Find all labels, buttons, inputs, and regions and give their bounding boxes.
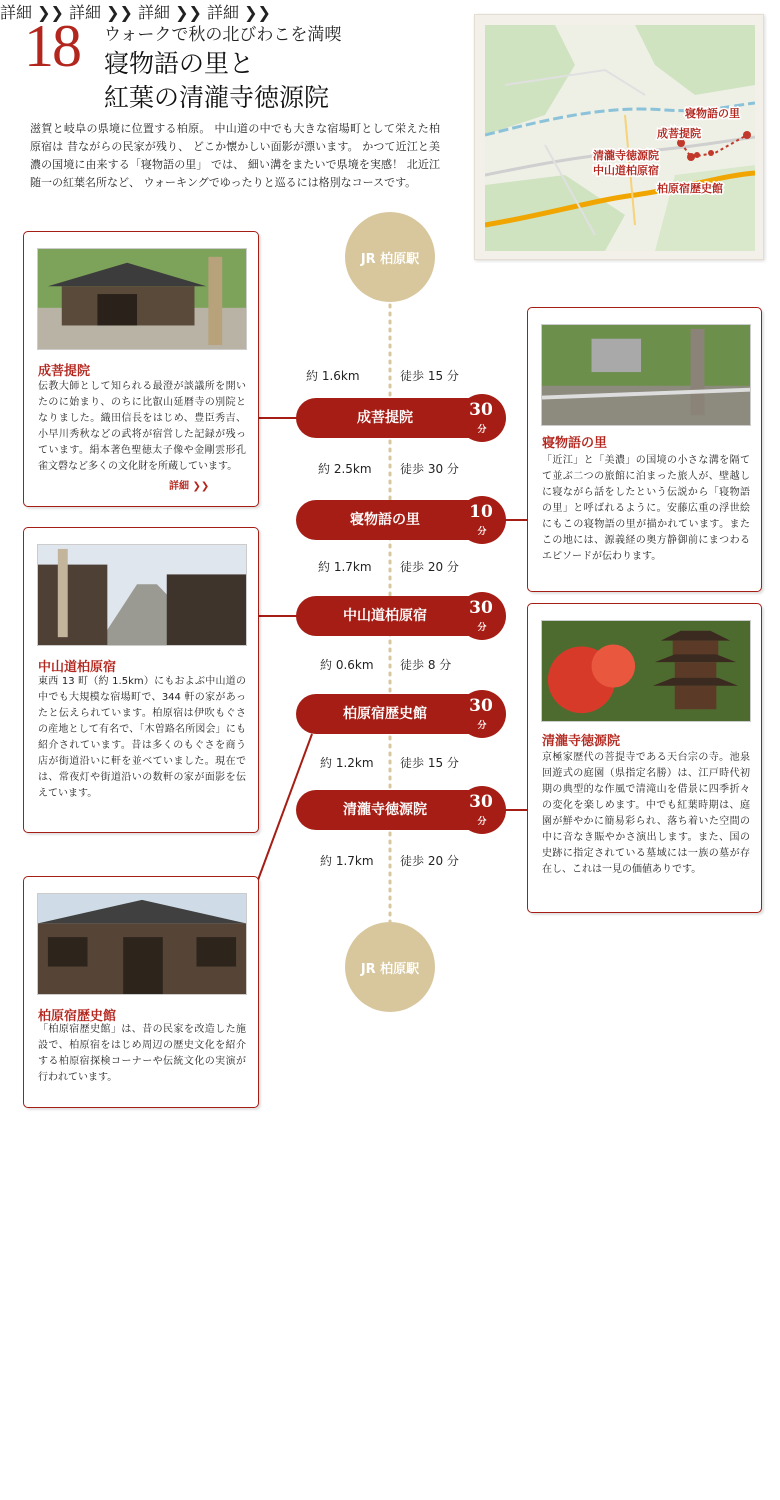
stay-minutes: 10 — [469, 502, 493, 522]
stay-unit: 分 — [477, 425, 487, 435]
leg-walk-time: 徒歩 30 分 — [400, 462, 459, 476]
stop-jobodaiin[interactable] — [296, 398, 502, 438]
card-title: 清瀧寺徳源院 — [542, 734, 621, 749]
stop-name: 中山道柏原宿 — [343, 608, 427, 624]
stay-unit: 分 — [477, 527, 487, 537]
map-label: 成菩提院 — [657, 127, 701, 140]
leg-walk-time: 徒歩 20 分 — [400, 854, 459, 868]
course-intro: 滋賀と岐阜の県境に位置する柏原。 中山道の中でも大きな宿場町として栄えた柏原宿は 昔ながらの民家が残り、 どこか懐かしい面影が漂います。 かつて近江と美濃の国境に由来する「寝物語の里」 では、 細い溝をまたいで県境を実感！ 北近江随一の紅葉名所など、 ウォーキングでゆったりと巡るには格別なコースです。 — [30, 122, 440, 189]
stay-time-badge — [458, 592, 506, 640]
stop-kashiwabara-juku[interactable] — [296, 596, 502, 636]
card-description: 「近江」と「美濃」の国境の小さな溝を隔てて並ぶ二つの旅館に泊まった旅人が、壁越しに寝ながら話をしたという伝説から「寝物語の里」と呼ばれるように。安藤広重の浮世絵にもこの寝物語の里が描かれています。またこの地には、源義経の奥方静御前にまつわるエピソードが伝わります。 — [542, 455, 750, 562]
card-description: 伝教大師として知られる最澄が談議所を開いたのに始まり、のちに比叡山延暦寺の別院となりました。織田信長をはじめ、豊臣秀吉、小早川秀秋などの武将が宿営した記録が残っています。絹本著色聖徳太子像や金剛雲形孔雀文磬など多くの文化財を所蔵しています。 — [38, 381, 246, 472]
leg-walk-time: 徒歩 15 分 — [400, 369, 459, 383]
spot-card-history-museum — [23, 876, 259, 1108]
pagoda-autumn-photo — [541, 620, 751, 722]
stop-name: 柏原宿歴史館 — [343, 706, 427, 722]
stay-unit: 分 — [477, 817, 487, 827]
museum-building-photo — [37, 893, 247, 995]
leg-walk-time: 徒歩 15 分 — [400, 756, 459, 770]
details-link[interactable]: 詳細 ❯❯ — [69, 3, 133, 22]
map-label: 寝物語の里 — [685, 107, 740, 120]
leg-distance: 約 0.6km — [320, 658, 374, 672]
stay-time-badge — [458, 394, 506, 442]
details-link[interactable]: 詳細 ❯❯ — [169, 481, 210, 492]
stay-unit: 分 — [477, 623, 487, 633]
stop-name: 清瀧寺徳源院 — [343, 802, 427, 818]
course-title-line1: 寝物語の里と — [104, 49, 255, 78]
card-description: 東西 13 町（約 1.5km）にもおよぶ中山道の中でも大規模な宿場町で、344 軒の家があったと伝えられています。柏原宿は伊吹もぐさの産地として有名で、「木曽路名所図会」にも紹介されています。昔は多くのもぐさを商う店が街道沿いに軒を並べていました。現在では、常夜灯や街道沿いの数軒の家が面影を伝えています。 — [38, 676, 246, 799]
spot-card-nemonogatari — [527, 307, 762, 592]
course-number: 18 — [24, 13, 80, 79]
card-description: 「柏原宿歴史館」は、昔の民家を改造した施設で、柏原宿をはじめ周辺の歴史文化を紹介する柏原宿探検コーナーや伝統文化の実演が行われています。 — [38, 1024, 246, 1083]
spot-card-kashiwabara-juku — [23, 527, 259, 833]
stay-time-badge — [458, 786, 506, 834]
details-link[interactable]: 詳細 ❯❯ — [138, 3, 202, 22]
leg-walk-time: 徒歩 8 分 — [400, 658, 452, 672]
card-title: 中山道柏原宿 — [38, 660, 117, 675]
monument-photo — [541, 324, 751, 426]
stop-name: 成菩提院 — [357, 410, 413, 426]
stop-history-museum[interactable] — [296, 694, 502, 734]
spot-card-tokugenin — [527, 603, 762, 913]
leg-distance: 約 1.2km — [320, 756, 374, 770]
card-description: 京極家歴代の菩提寺である天台宗の寺。池泉回遊式の庭園（県指定名勝）は、江戸時代初期の典型的な作風で清滝山を借景に四季折々の変化を楽しめます。中でも紅葉時期は、庭園が鮮やかに簡易彩られ、落ち着いた空間の中に音なき賑やかさ演出します。また、国の史跡に指定されている墓域には一族の墓が存在し、これは一見の価値ありです。 — [542, 752, 750, 875]
leg-distance: 約 2.5km — [318, 462, 372, 476]
details-link[interactable]: 詳細 ❯❯ — [207, 3, 271, 22]
card-title: 柏原宿歴史館 — [38, 1009, 117, 1024]
stay-minutes: 30 — [469, 696, 493, 716]
course-subtitle: ウォークで秋の北びわこを満喫 — [104, 25, 342, 45]
course-title-line2: 紅葉の清瀧寺徳源院 — [104, 83, 330, 112]
stop-name: 寝物語の里 — [350, 512, 420, 528]
stay-minutes: 30 — [469, 598, 493, 618]
map-label: 中山道柏原宿 — [593, 164, 659, 177]
leg-distance: 約 1.7km — [320, 854, 374, 868]
street-photo — [37, 544, 247, 646]
stay-time-badge — [458, 690, 506, 738]
spot-card-jobodaiin — [23, 231, 259, 507]
stay-unit: 分 — [477, 721, 487, 731]
end-station: JR 柏原駅 — [345, 922, 435, 1012]
leg-distance: 約 1.6km — [306, 369, 360, 383]
leg-distance: 約 1.7km — [318, 560, 372, 574]
stay-time-badge — [458, 496, 506, 544]
card-title: 成菩提院 — [38, 364, 91, 379]
start-station: JR 柏原駅 — [345, 212, 435, 302]
stay-minutes: 30 — [469, 792, 493, 812]
stop-tokugenin[interactable] — [296, 790, 502, 830]
temple-gate-photo — [37, 248, 247, 350]
map-label: 清瀧寺徳源院 — [593, 149, 659, 162]
map-label: 柏原宿歴史館 — [657, 182, 723, 195]
details-link[interactable]: 詳細 ❯❯ — [0, 3, 64, 22]
stay-minutes: 30 — [469, 400, 493, 420]
stop-nemonogatari[interactable] — [296, 500, 502, 540]
leg-walk-time: 徒歩 20 分 — [400, 560, 459, 574]
card-title: 寝物語の里 — [542, 436, 608, 451]
